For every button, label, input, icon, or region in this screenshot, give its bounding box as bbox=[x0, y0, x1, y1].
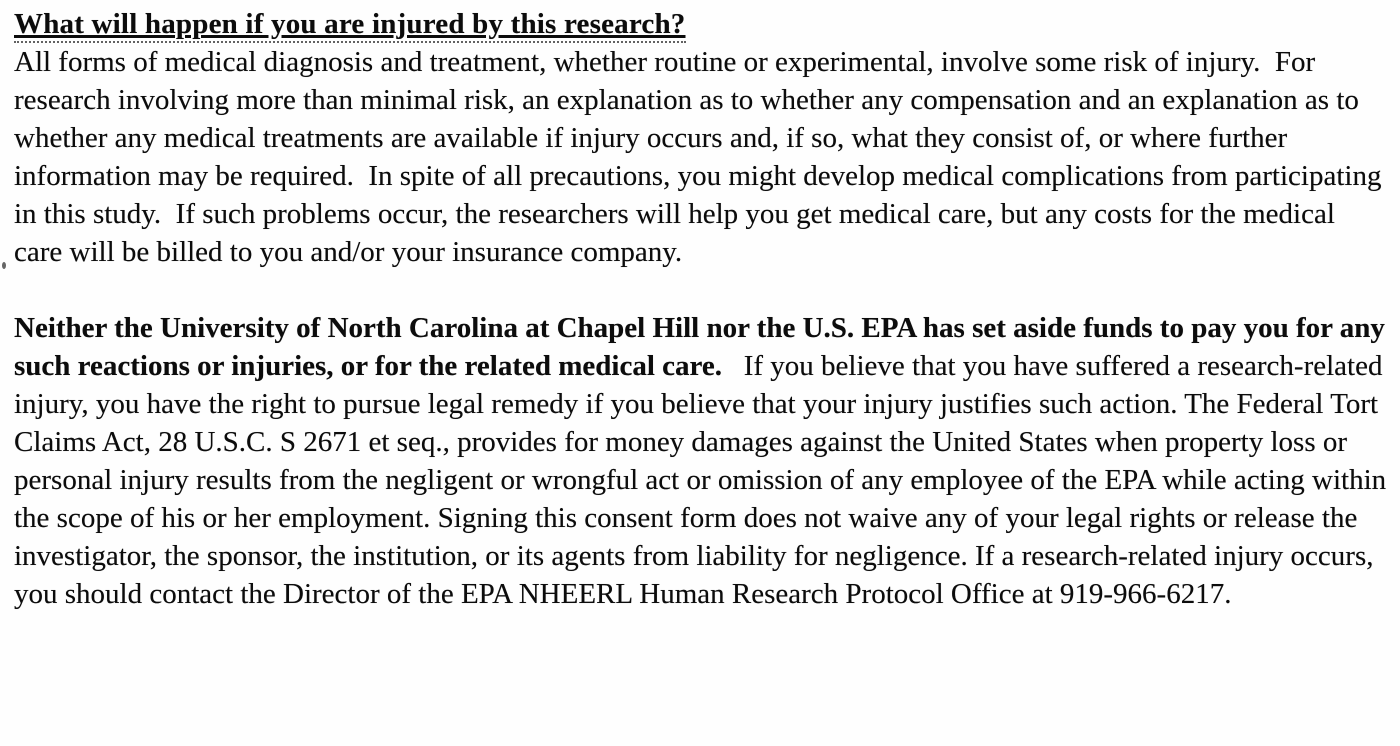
paragraph-injury-risk: All forms of medical diagnosis and treatment, whether routine or experimental, involve some risk of injury. For research involving more than minimal risk, an explanation as to whether any compensation and an explanation as to whether any medical treatments are available if injury occurs and, if so, what they consist of, or where further information may be required. In spite of all precautions, you might develop medical complications from participating in this study. If such problems occur, the researchers will help you get medical care, but any costs for the medical care will be billed to you and/or your insurance company. bbox=[14, 46, 1382, 268]
section-heading bbox=[14, 5, 1390, 43]
paragraph-compensation-bold-lead: Neither the University of North Carolina at Chapel Hill nor the U.S. EPA has set aside funds to pay you for any such reactions or injuries, or for the related medical care. bbox=[14, 312, 1385, 382]
paragraph-compensation bbox=[14, 309, 1390, 613]
paragraph-compensation-body: If you believe that you have suffered a research-related injury, you have the right to pursue legal remedy if you believe that your injury justifies such action. The Federal Tort Claims Act, 28 U.S.C. S 2671 et seq., provides for money damages against the United States when property loss or personal injury results from the negligent or wrongful act or omission of any employee of the EPA while acting within the scope of his or her employment. Signing this consent form does not waive any of your legal rights or release the investigator, the sponsor, the institution, or its agents from liability for negligence. If a research-related injury occurs, you should contact the Director of the EPA NHEERL Human Research Protocol Office at 919-966-6217. bbox=[14, 350, 1387, 610]
scan-artifact-speck bbox=[2, 262, 6, 269]
section-heading-text: What will happen if you are injured by this research? bbox=[14, 8, 686, 43]
